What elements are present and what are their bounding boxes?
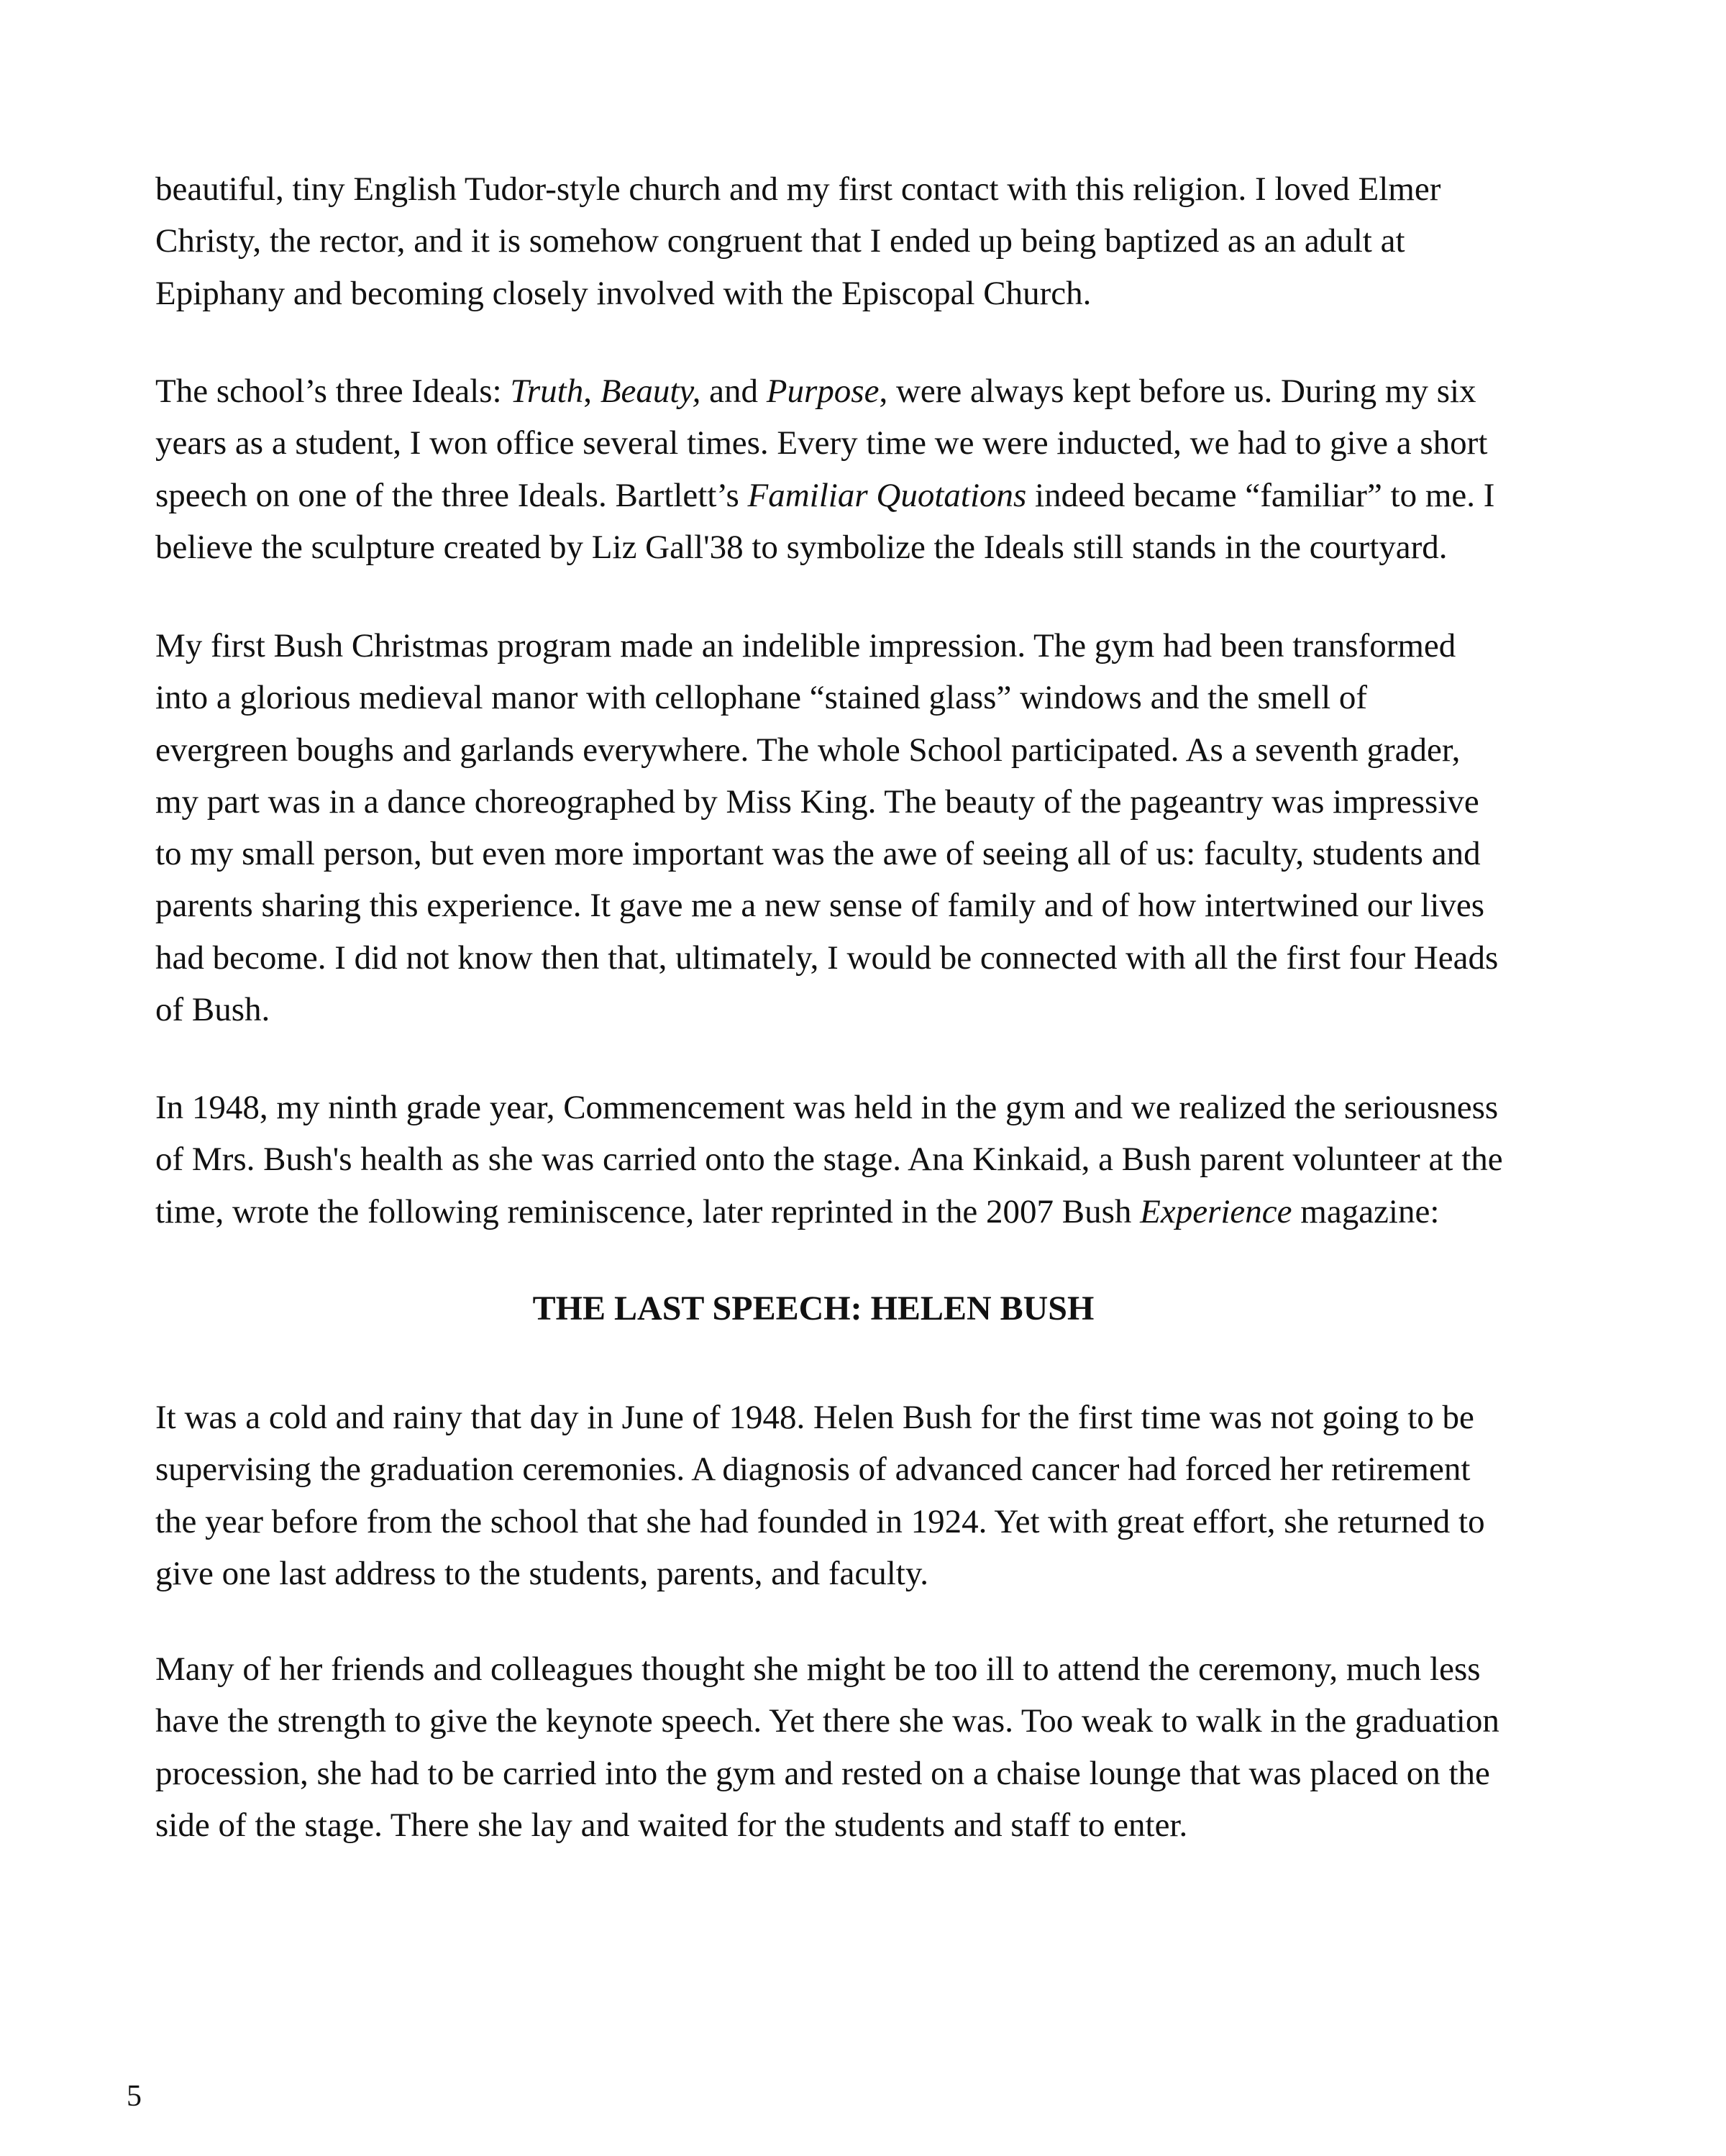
text-line: The school’s three Ideals: Truth, Beauty, and Purpose, were always kept before us. During my six [155,373,1476,410]
text-line: parents sharing this experience. It gave me a new sense of family and of how intertwined our lives [155,887,1485,925]
paragraph-friends-colleagues [155,1643,1601,1851]
text-line: side of the stage. There she lay and waited for the students and staff to enter. [155,1806,1188,1844]
text-line: have the strength to give the keynote speech. Yet there she was. Too weak to walk in the graduation [155,1702,1499,1740]
text-line: believe the sculpture created by Liz Gall'38 to symbolize the Ideals still stands in the courtyard. [155,528,1448,566]
text-line: evergreen boughs and garlands everywhere. The whole School participated. As a seventh grader, [155,731,1461,769]
text-line: Many of her friends and colleagues thought she might be too ill to attend the ceremony, much less [155,1650,1481,1688]
text-line: beautiful, tiny English Tudor-style church and my first contact with this religion. I loved Elmer [155,170,1441,208]
text-line: of Mrs. Bush's health as she was carried onto the stage. Ana Kinkaid, a Bush parent volunteer at the [155,1141,1503,1179]
section-heading: THE LAST SPEECH: HELEN BUSH [532,1289,1095,1328]
text-line: of Bush. [155,991,270,1029]
text-line: my part was in a dance choreographed by Miss King. The beauty of the pageantry was impressive [155,782,1479,821]
text-line: In 1948, my ninth grade year, Commencement was held in the gym and we realized the seriousness [155,1089,1499,1126]
text-line: time, wrote the following reminiscence, later reprinted in the 2007 Bush Experience magazine: [155,1192,1440,1230]
text-line: My first Bush Christmas program made an indelible impression. The gym had been transformed [155,627,1456,664]
paragraph-church [155,163,1601,319]
text-line: give one last address to the students, parents, and faculty. [155,1554,929,1592]
italic-title: Beauty, [600,373,701,410]
paragraph-commencement-1948 [155,1082,1601,1238]
italic-title: Familiar Quotations [747,476,1027,514]
text-line: speech on one of the three Ideals. Bartlett’s Familiar Quotations indeed became “familiar” to me. I [155,476,1495,514]
text-line: supervising the graduation ceremonies. A diagnosis of advanced cancer had forced her retirement [155,1451,1471,1489]
text-line: Epiphany and becoming closely involved with the Episcopal Church. [155,274,1092,312]
page-number: 5 [127,2080,142,2113]
text-line: Christy, the rector, and it is somehow congruent that I ended up being baptized as an adult at [155,222,1405,260]
paragraph-ideals [155,365,1601,573]
text-line: the year before from the school that she had founded in 1924. Yet with great effort, she returned to [155,1502,1485,1540]
text-line: into a glorious medieval manor with cellophane “stained glass” windows and the smell of [155,679,1368,717]
italic-title: Experience [1140,1192,1292,1230]
text-line: procession, she had to be carried into the gym and rested on a chaise lounge that was placed on the [155,1754,1490,1792]
italic-title: Purpose [766,373,880,410]
text-line: years as a student, I won office several times. Every time we were inducted, we had to give a short [155,424,1488,462]
italic-title: Truth [510,373,584,410]
text-line: It was a cold and rainy that day in June of 1948. Helen Bush for the first time was not going to be [155,1399,1474,1436]
paragraph-cold-rainy-day [155,1392,1601,1599]
text-line: had become. I did not know then that, ultimately, I would be connected with all the first four Heads [155,938,1499,977]
text-line: to my small person, but even more important was the awe of seeing all of us: faculty, students and [155,835,1481,873]
paragraph-christmas-program [155,620,1601,1036]
